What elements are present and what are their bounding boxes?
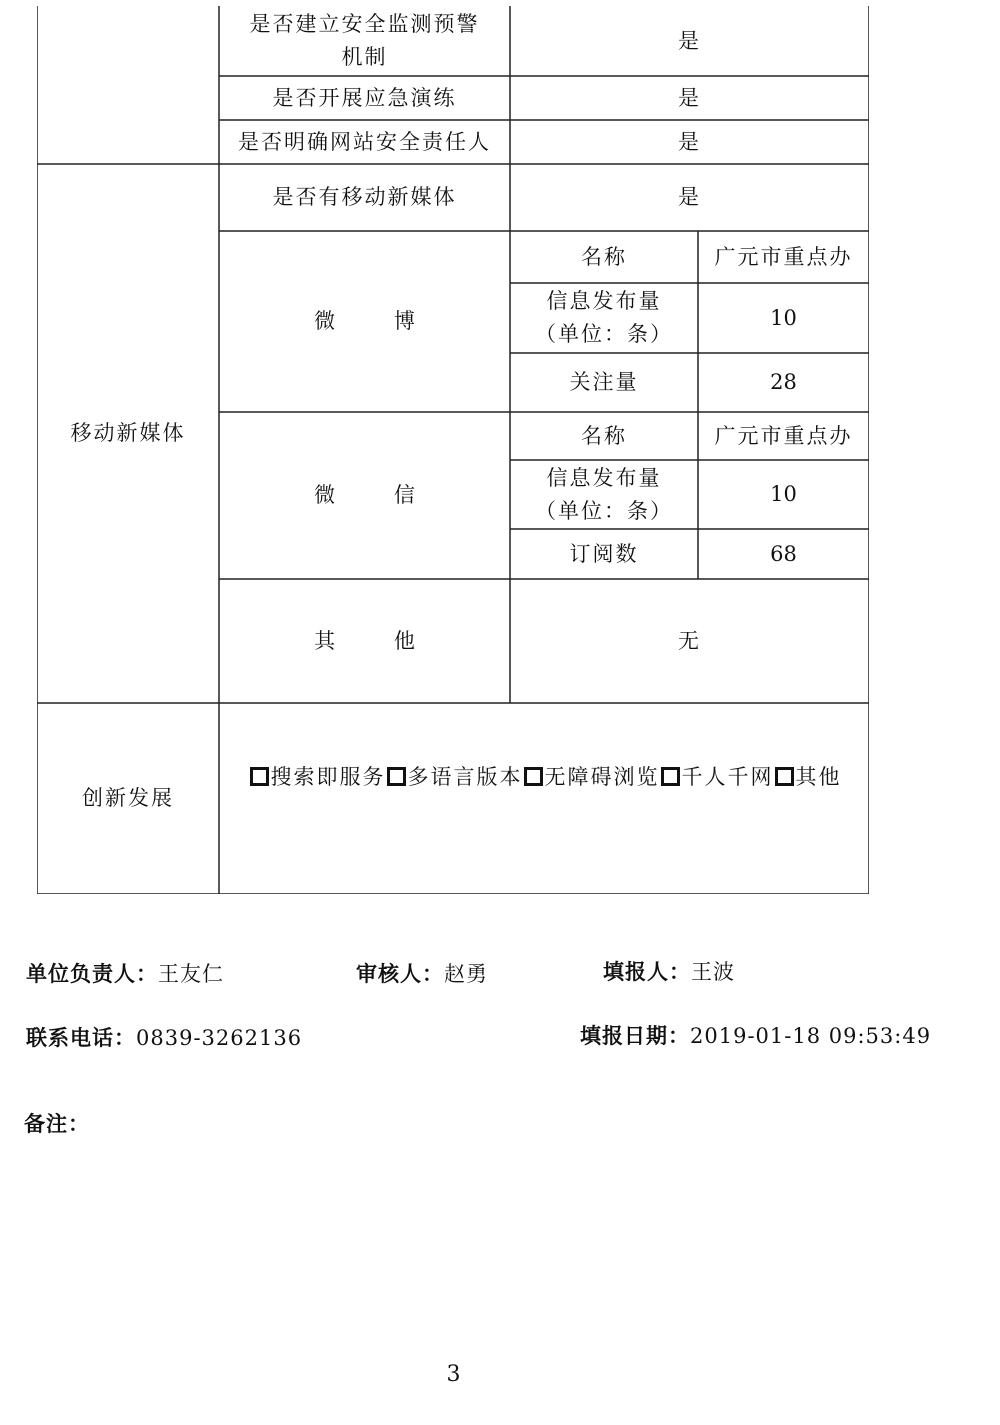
safety-warning-label-line1: 是否建立安全监测预警	[249, 12, 480, 36]
innovation-options	[225, 761, 865, 791]
page-number: 3	[446, 1362, 461, 1387]
contact-phone-value: 0839-3262136	[136, 1026, 303, 1050]
other-media-label: 其 他	[314, 628, 441, 653]
reviewer	[356, 958, 488, 988]
wechat-label: 微 信	[314, 483, 441, 507]
wechat-posts-label	[510, 460, 698, 529]
wechat-posts-label-line1: 信息发布量	[546, 465, 662, 490]
security-responsible-value: 是	[678, 129, 701, 154]
checkbox-icon[interactable]	[250, 767, 269, 786]
weibo-followers-label: 关注量	[569, 370, 639, 394]
has-mobile-media-label: 是否有移动新媒体	[272, 185, 457, 209]
option-multilingual[interactable]	[386, 761, 523, 791]
security-responsible-label: 是否明确网站安全责任人	[238, 129, 491, 154]
weibo-name-value: 广元市重点办	[714, 244, 853, 269]
weibo-posts-label	[510, 283, 698, 353]
safety-warning-label-line2: 机制	[341, 45, 388, 69]
option-accessibility[interactable]	[523, 761, 660, 791]
option-other[interactable]	[774, 761, 842, 791]
option-label: 无障碍浏览	[544, 765, 660, 789]
checkbox-icon[interactable]	[524, 767, 543, 786]
wechat-posts-label-line2: （单位：条）	[535, 498, 673, 523]
weibo-posts-label-line2: （单位：条）	[535, 322, 673, 346]
option-label: 其他	[795, 765, 842, 789]
fill-date-label: 填报日期：	[580, 1024, 690, 1048]
remarks-label: 备注：	[24, 1112, 90, 1136]
wechat-name-label: 名称	[581, 423, 627, 448]
weibo-followers-value: 28	[770, 370, 797, 394]
option-label: 千人千网	[681, 765, 774, 789]
filler-value: 王波	[691, 960, 735, 984]
checkbox-icon[interactable]	[775, 767, 794, 786]
emergency-drill-label: 是否开展应急演练	[272, 85, 457, 110]
unit-head-value: 王友仁	[158, 962, 224, 986]
unit-head	[26, 958, 224, 988]
safety-warning-value: 是	[678, 28, 701, 53]
filler-label: 填报人：	[603, 960, 691, 984]
unit-head-label: 单位负责人：	[26, 962, 158, 986]
option-label: 多语言版本	[407, 765, 523, 789]
option-label: 搜索即服务	[270, 765, 386, 789]
weibo-label: 微 博	[314, 309, 441, 333]
fill-date-value: 2019-01-18 09:53:49	[690, 1024, 932, 1048]
wechat-subscribers-value: 68	[770, 541, 797, 566]
mobile-media-section-label: 移动新媒体	[70, 421, 186, 445]
contact-phone-label: 联系电话：	[26, 1026, 136, 1050]
option-personalized[interactable]	[660, 761, 774, 791]
contact-phone	[26, 1022, 302, 1052]
other-media-value: 无	[678, 628, 701, 653]
wechat-subscribers-label: 订阅数	[569, 541, 639, 566]
wechat-posts-value: 10	[770, 482, 797, 506]
weibo-posts-label-line1: 信息发布量	[546, 289, 662, 313]
innovation-section-label: 创新发展	[82, 786, 174, 810]
safety-warning-label	[219, 6, 510, 76]
wechat-name-value: 广元市重点办	[714, 423, 853, 448]
reviewer-label: 审核人：	[356, 962, 444, 986]
filler	[603, 956, 735, 986]
fill-date	[580, 1020, 931, 1050]
emergency-drill-value: 是	[678, 85, 701, 110]
weibo-name-label: 名称	[581, 244, 627, 269]
checkbox-icon[interactable]	[387, 767, 406, 786]
reviewer-value: 赵勇	[444, 962, 488, 986]
weibo-posts-value: 10	[770, 305, 797, 330]
option-search-as-service[interactable]	[249, 761, 386, 791]
has-mobile-media-value: 是	[678, 185, 701, 209]
checkbox-icon[interactable]	[661, 767, 680, 786]
